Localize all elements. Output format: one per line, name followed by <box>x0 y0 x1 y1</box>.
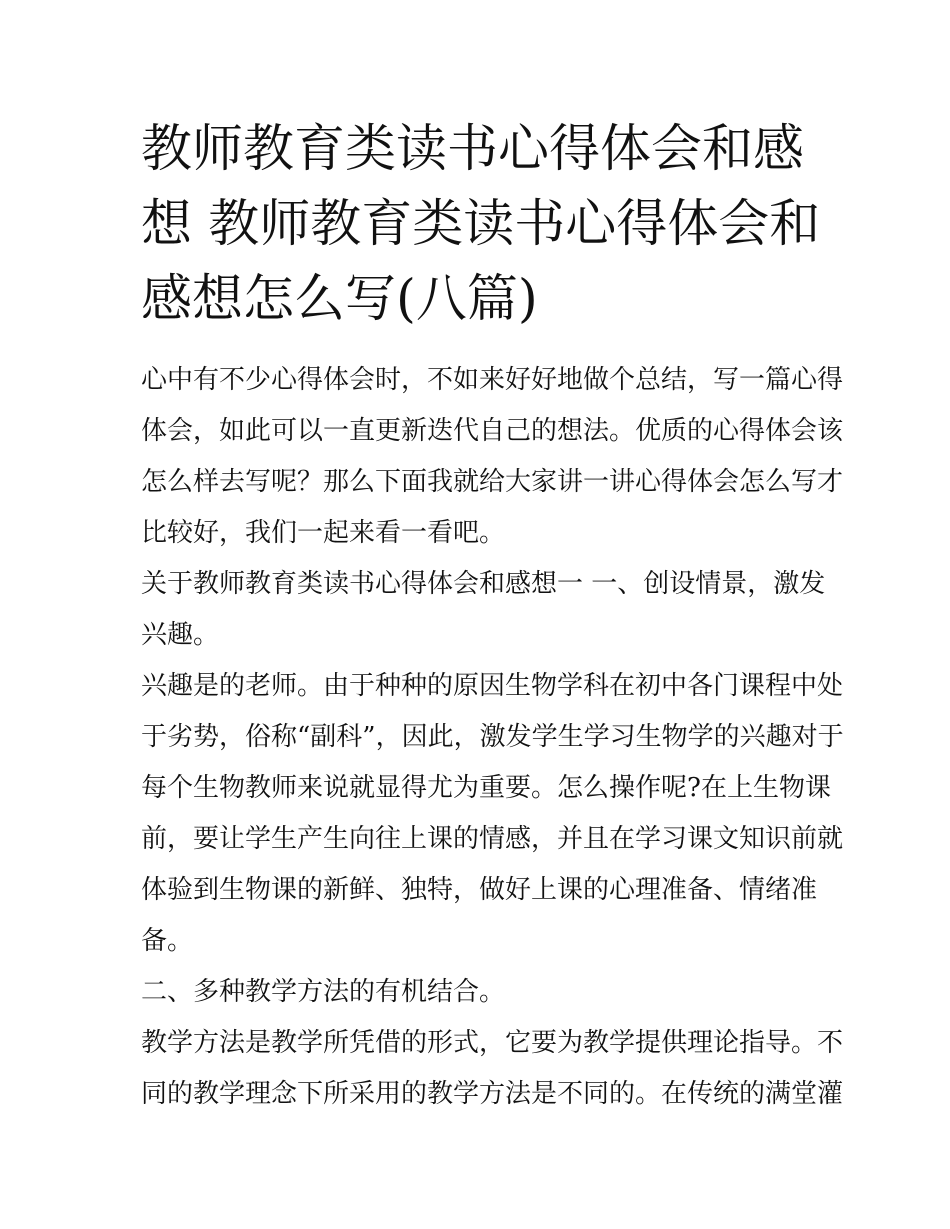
text-line: 教学方法是教学所凭借的形式，它要为教学提供理论指导。不 <box>141 1028 844 1058</box>
text-line: 备。 <box>141 926 194 956</box>
text-line: 比较好，我们一起来看一看吧。 <box>141 518 506 548</box>
text-line: 怎么样去写呢？那么下面我就给大家讲一讲心得体会怎么写才 <box>141 467 844 497</box>
paragraph-section-heading-1 <box>141 559 831 661</box>
text-line: 每个生物教师来说就显得尤为重要。怎么操作呢?在上生物课 <box>141 773 831 803</box>
text-line: 同的教学理念下所采用的教学方法是不同的。在传统的满堂灌 <box>141 1079 844 1109</box>
text-line: 于劣势，俗称“副科”，因此，激发学生学习生物学的兴趣对于 <box>141 722 844 752</box>
paragraph-section-heading-2 <box>141 967 831 1018</box>
text-line: 二、多种教学方法的有机结合。 <box>141 977 506 1007</box>
paragraph-intro <box>141 355 844 559</box>
text-line: 前，要让学生产生向往上课的情感，并且在学习课文知识前就 <box>141 824 844 854</box>
text-line: 心中有不少心得体会时，不如来好好地做个总结，写一篇心得 <box>141 365 844 395</box>
text-line: 体验到生物课的新鲜、独特，做好上课的心理准备、情绪准 <box>141 875 818 905</box>
text-line: 关于教师教育类读书心得体会和感想一 一、创设情景，激发 <box>141 569 826 599</box>
title-line: 想 教师教育类读书心得体会和 <box>141 195 821 254</box>
text-line: 兴趣。 <box>141 620 220 650</box>
paragraph-interest <box>141 661 844 967</box>
document-title <box>141 112 821 337</box>
title-line: 教师教育类读书心得体会和感 <box>141 120 805 179</box>
paragraph-methods <box>141 1018 844 1120</box>
text-line: 体会，如此可以一直更新迭代自己的想法。优质的心得体会该 <box>141 416 844 446</box>
document-body <box>141 355 844 1120</box>
title-line: 感想怎么写(八篇) <box>141 270 538 329</box>
text-line: 兴趣是的老师。由于种种的原因生物学科在初中各门课程中处 <box>141 671 844 701</box>
